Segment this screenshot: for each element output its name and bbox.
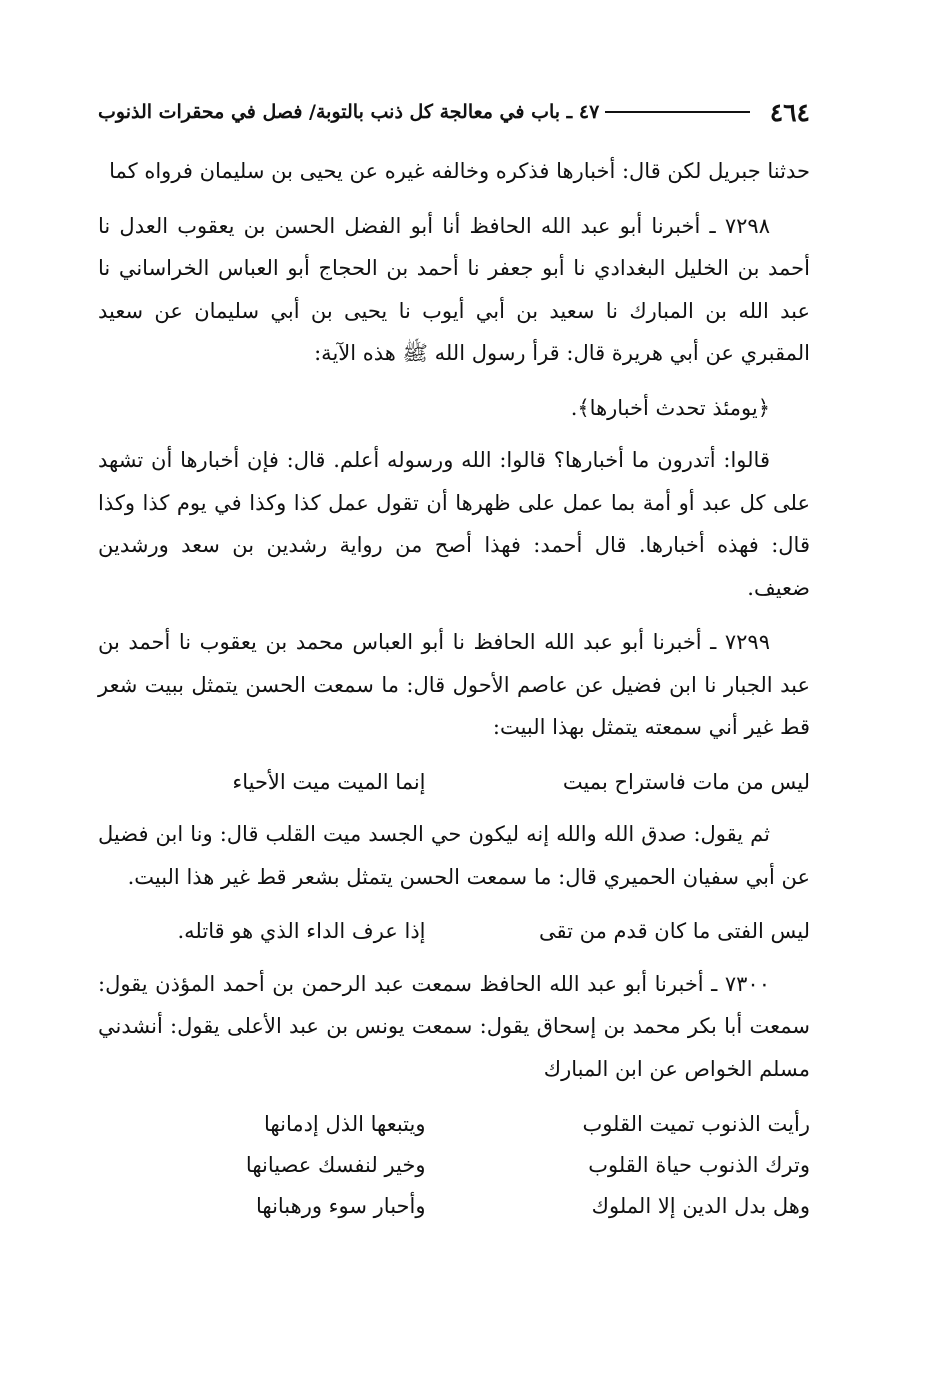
verse-2-first-hemistich: ليس الفتى ما كان قدم من تقى	[539, 919, 810, 943]
chapter-title: ٤٧ ـ باب في معالجة كل ذنب بالتوبة/ فصل في محقرات الذنوب	[98, 101, 600, 123]
quran-verse: ﴿يومئذ تحدث أخبارها﴾.	[570, 395, 770, 420]
poem-line-1-second: ويتبعها الذل إدمانها	[264, 1112, 426, 1136]
poem-line-2-first: وترك الذنوب حياة القلوب	[588, 1153, 810, 1177]
poem-line-2-second: وخير لنفسك عصيانها	[245, 1153, 426, 1177]
running-header	[98, 92, 810, 132]
verse-1-second-hemistich: إنما الميت ميت الأحياء	[232, 769, 426, 794]
poem-line-3	[98, 1186, 810, 1227]
poem-line-3-first: وهل بدل الدين إلا الملوك	[591, 1194, 810, 1218]
paragraph-continuation: حدثنا جبريل لكن قال: أخبارها فذكره وخالفه غيره عن يحيى بن سليمان فرواه كما	[109, 159, 810, 183]
page-number: ٤٦٤	[769, 97, 810, 127]
hadith-7300: ٧٣٠٠ ـ أخبرنا أبو عبد الله الحافظ سمعت عبد الرحمن بن أحمد المؤذن يقول: سمعت أبا بكر محمد بن إسحاق يقول: سمعت يونس بن عبد الأعلى يقول: أنشدني مسلم الخواص عن ابن المبارك	[98, 971, 810, 1081]
paragraph-hasan: ثم يقول: صدق الله والله إنه ليكون حي الجسد ميت القلب قال: ونا ابن فضيل عن أبي سفيان الحميري قال: ما سمعت الحسن يتمثل بشعر قط غير هذا البيت.	[98, 822, 810, 889]
poem-line-1	[98, 1104, 810, 1145]
verse-2-second-hemistich: إذا عرف الداء الذي هو قاتله.	[177, 919, 426, 943]
poem-line-1-first: رأيت الذنوب تميت القلوب	[582, 1112, 810, 1136]
page-body	[98, 150, 810, 1227]
hadith-7299: ٧٢٩٩ ـ أخبرنا أبو عبد الله الحافظ نا أبو العباس محمد بن يعقوب نا أحمد بن عبد الجبار نا ابن فضيل عن عاصم الأحول قال: ما سمعت الحسن يتمثل ببيت شعر قط غير أني سمعته يتمثل بهذا البيت:	[98, 630, 810, 739]
verse-1-first-hemistich: ليس من مات فاستراح بميت	[562, 769, 810, 794]
paragraph-akhbaruha: قالوا: أتدرون ما أخبارها؟ قالوا: الله ورسوله أعلم. قال: فإن أخبارها أن تشهد على كل عبد أو أمة بما عمل على ظهرها أن تقول عمل كذا وكذا في يوم كذا وكذا قال: فهذه أخبارها. قال أحمد: فهذا أصح من رواية رشدين بن سعد ورشدين ضعيف.	[98, 448, 810, 600]
poem-verse-1	[98, 761, 810, 804]
header-rule	[605, 111, 749, 113]
poem-verse-2	[98, 910, 810, 953]
hadith-7298: ٧٢٩٨ ـ أخبرنا أبو عبد الله الحافظ أنا أبو الفضل الحسن بن يعقوب العدل نا أحمد بن الخليل البغدادي نا أبو جعفر نا أحمد بن الحجاج أبو العباس الخراساني نا عبد الله بن المبارك نا سعيد بن أبي أيوب نا يحيى بن أبي سليمان عن سعيد المقبري عن أبي هريرة قال: قرأ رسول الله ﷺ هذه الآية:	[98, 213, 810, 365]
poem-line-3-second: وأحبار سوء ورهبانها	[255, 1194, 426, 1218]
poem-line-2	[98, 1145, 810, 1186]
poem-ibn-mubarak	[98, 1104, 810, 1227]
